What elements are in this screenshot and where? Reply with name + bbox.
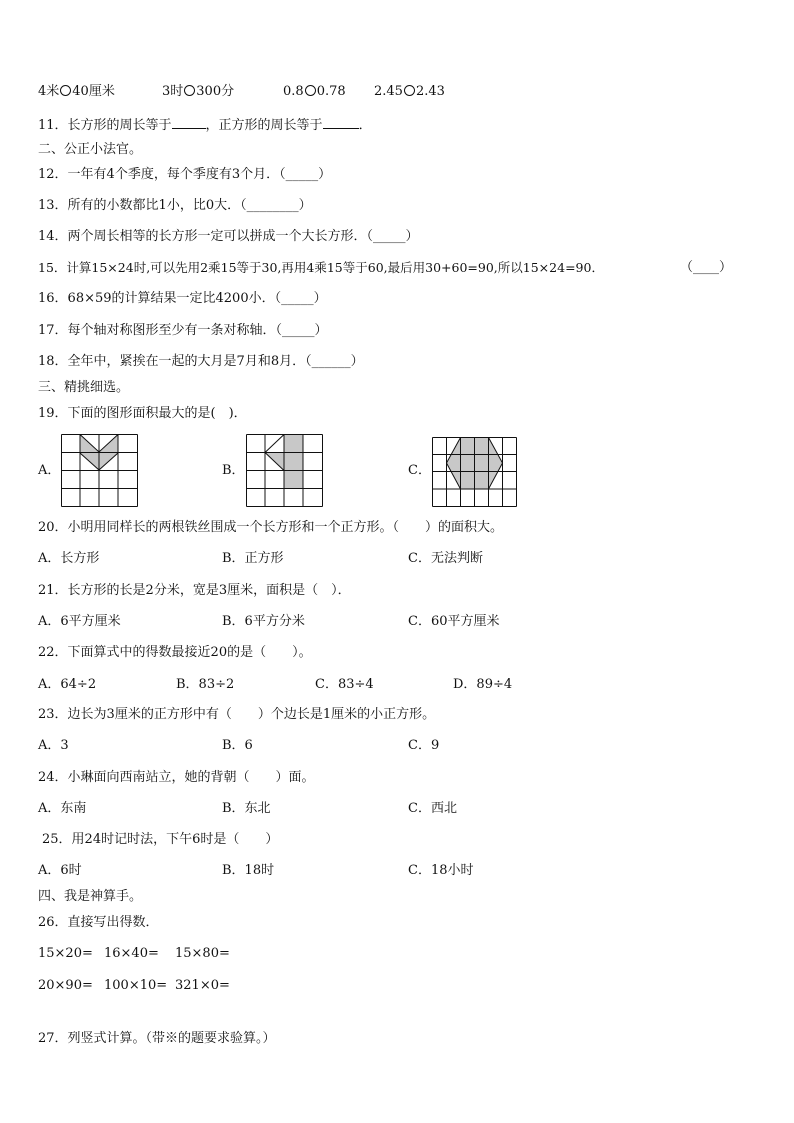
calc-item: 321×0= xyxy=(175,978,230,993)
option-a[interactable]: A．东南 xyxy=(38,801,87,816)
compare-item-1: 4米 40厘米 xyxy=(38,84,115,99)
option-b[interactable]: B．6平方分米 xyxy=(222,614,305,629)
section-3-heading: 三、精挑细选。 xyxy=(38,380,130,395)
answer-blank[interactable] xyxy=(172,116,206,129)
calc-item: 100×10= xyxy=(104,978,168,993)
question-25: 25．用24时记时法，下午6时是（ ） xyxy=(42,832,279,847)
question-16: 16．68×59的计算结果一定比4200小．（_____） xyxy=(38,291,327,306)
question-21: 21．长方形的长是2分米，宽是3厘米，面积是（ ）． xyxy=(38,583,351,598)
option-c[interactable]: C． xyxy=(408,463,431,478)
option-a[interactable]: A．6平方厘米 xyxy=(38,614,121,629)
question-14: 14．两个周长相等的长方形一定可以拼成一个大长方形．（_____） xyxy=(38,229,419,244)
calc-item: 20×90= xyxy=(38,978,93,993)
question-18: 18．全年中，紧挨在一起的大月是7月和8月．（______） xyxy=(38,354,364,369)
question-11: 11．长方形的周长等于 ，正方形的周长等于 ． xyxy=(38,118,372,133)
compare-item-2: 3时 300分 xyxy=(162,84,235,99)
question-23: 23．边长为3厘米的正方形中有（ ）个边长是1厘米的小正方形。 xyxy=(38,707,436,722)
option-c[interactable]: C．西北 xyxy=(408,801,457,816)
question-24: 24．小琳面向西南站立，她的背朝（ ）面。 xyxy=(38,770,315,785)
option-c[interactable]: C．9 xyxy=(408,738,440,753)
compare-circle[interactable] xyxy=(305,85,316,96)
option-b[interactable]: B．东北 xyxy=(222,801,271,816)
compare-circle[interactable] xyxy=(60,85,71,96)
compare-item-3: 0.8 0.78 xyxy=(283,84,346,99)
compare-circle[interactable] xyxy=(404,85,415,96)
option-a[interactable]: A．6时 xyxy=(38,863,82,878)
figure-b-grid xyxy=(246,434,324,507)
option-b[interactable]: B． xyxy=(222,463,245,478)
figure-c-grid xyxy=(432,437,518,507)
option-a[interactable]: A．3 xyxy=(38,738,69,753)
option-b[interactable]: B．83÷2 xyxy=(176,677,235,692)
section-2-heading: 二、公正小法官。 xyxy=(38,142,143,157)
option-b[interactable]: B．6 xyxy=(222,738,253,753)
question-15-blank[interactable]: （____） xyxy=(680,260,733,275)
calc-item: 16×40= xyxy=(104,946,159,961)
compare-item-4: 2.45 2.43 xyxy=(374,84,445,99)
option-a[interactable]: A．64÷2 xyxy=(38,677,97,692)
question-22: 22．下面算式中的得数最接近20的是（ ）。 xyxy=(38,645,312,660)
question-19: 19．下面的图形面积最大的是( )． xyxy=(38,406,247,421)
calc-item: 15×80= xyxy=(175,946,230,961)
option-c[interactable]: C．83÷4 xyxy=(315,677,374,692)
option-c[interactable]: C．无法判断 xyxy=(408,551,483,566)
question-12: 12．一年有4个季度，每个季度有3个月．（_____） xyxy=(38,167,332,182)
option-d[interactable]: D．89÷4 xyxy=(453,677,513,692)
question-20: 20．小明用同样长的两根铁丝围成一个长方形和一个正方形。（ ）的面积大。 xyxy=(38,520,504,535)
option-a[interactable]: A． xyxy=(38,463,61,478)
compare-circle[interactable] xyxy=(184,85,195,96)
option-c[interactable]: C．18小时 xyxy=(408,863,474,878)
question-13: 13．所有的小数都比1小，比0大．（________） xyxy=(38,198,312,213)
question-26: 26．直接写出得数． xyxy=(38,915,159,930)
question-17: 17．每个轴对称图形至少有一条对称轴．（_____） xyxy=(38,323,328,338)
question-15: 15．计算15×24时,可以先用2乘15等于30,再用4乘15等于60,最后用30+60=90,所以15×24=90． xyxy=(38,260,604,275)
option-b[interactable]: B．正方形 xyxy=(222,551,284,566)
calc-item: 15×20= xyxy=(38,946,93,961)
option-a[interactable]: A．长方形 xyxy=(38,551,100,566)
question-27: 27．列竖式计算。（带※的题要求验算。） xyxy=(38,1031,276,1046)
option-c[interactable]: C．60平方厘米 xyxy=(408,614,500,629)
section-4-heading: 四、我是神算手。 xyxy=(38,889,143,904)
answer-blank[interactable] xyxy=(323,116,359,129)
option-b[interactable]: B．18时 xyxy=(222,863,275,878)
figure-a-grid xyxy=(61,434,139,507)
